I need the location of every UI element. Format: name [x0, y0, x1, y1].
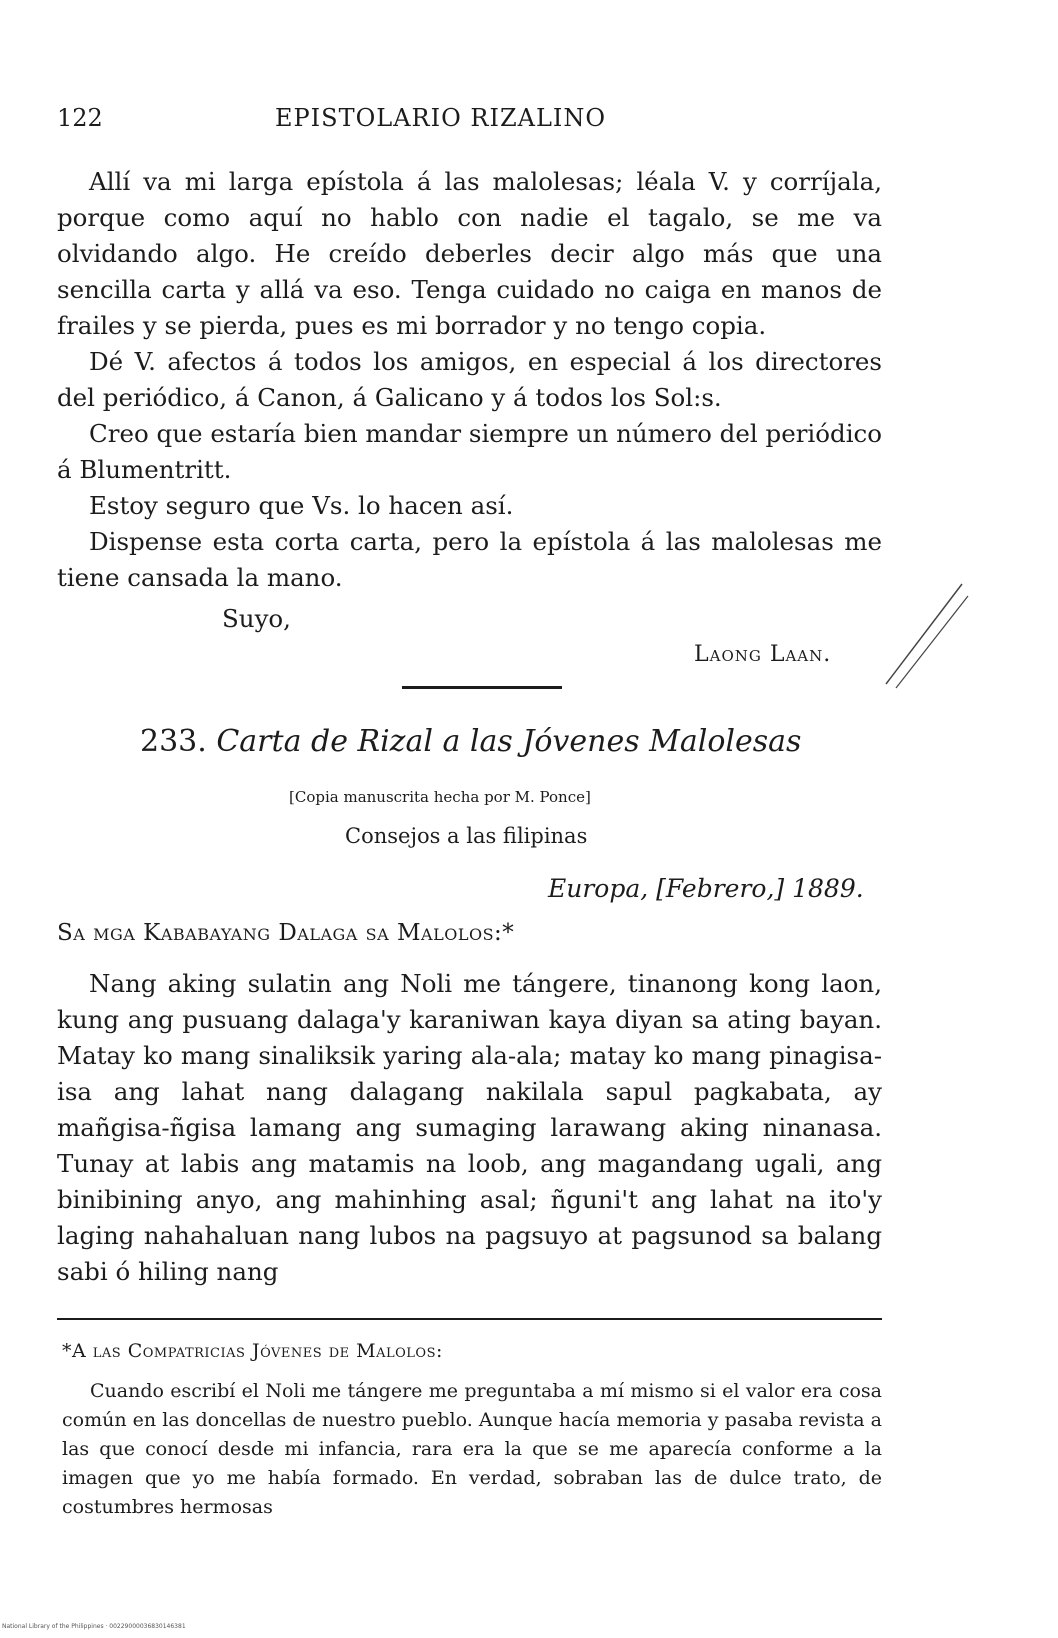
page-number: 122 [57, 104, 103, 132]
source-note: [Copia manuscrita hecha por M. Ponce] [289, 788, 591, 806]
letter-233-body [57, 964, 882, 1290]
letter-title-text: Carta de Rizal a las Jóvenes Malolesas [216, 724, 802, 759]
letter-subtitle: Consejos a las filipinas [345, 824, 588, 848]
paragraph: Creo que estaría bien mandar siempre un número del periódico á Blumentritt. [57, 419, 882, 484]
paragraph: Allí va mi larga epístola á las malolesas; léala V. y corríjala, porque como aquí no hablo con nadie el tagalo, se me va olvidando algo. He creído deberles decir algo más que una sencilla carta y allá va eso. Tenga cuidado no caiga en manos de frailes y se pierda, pues es mi borrador y no tengo copia. [57, 167, 882, 340]
scan-credit: National Library of the Philippines · 00229000036830146381 [2, 1623, 186, 1630]
dateline [548, 874, 864, 903]
footnote [62, 1377, 882, 1522]
paragraph: Estoy seguro que Vs. lo hacen así. [89, 491, 514, 520]
pen-mark [880, 582, 970, 692]
letter-232-body [57, 164, 882, 596]
date-year: 1889. [792, 874, 864, 903]
letter-number: 233. [140, 724, 207, 759]
page-header [57, 104, 877, 136]
date-place: Europa, [548, 874, 649, 903]
paragraph: Dé V. afectos á todos los amigos, en especial á los directores del periódico, á Canon, á Galicano y á todos los Sol:s. [57, 347, 882, 412]
salutation: Sa mga Kababayang Dalaga sa Malolos:* [57, 920, 515, 946]
running-title: EPISTOLARIO RIZALINO [275, 104, 607, 132]
paragraph: Nang aking sulatin ang Noli me tángere, tinanong kong laon, kung ang pusuang dalaga'y karaniwan kaya diyan sa ating bayan. Matay ko mang sinaliksik yaring ala-ala; matay ko mang pinagisa-isa ang lahat nang dalagang nakilala sapul pagkabata, ay mañgisa-ñgisa lamang ang sumaging larawang aking ninanasa. Tunay at labis ang matamis na loob, ang magandang ugali, ang binibining anyo, ang mahinhing asal; ñguni't ang lahat na ito'y laging nahahaluan nang lubos na pagsuyo at pagsunod sa balang sabi ó hiling nang [57, 969, 882, 1286]
paragraph: Dispense esta corta carta, pero la epístola á las malolesas me tiene cansada la mano. [57, 527, 882, 592]
signature: Laong Laan. [694, 642, 832, 667]
footnote-heading: *A las Compatricias Jóvenes de Malolos: [62, 1340, 443, 1362]
footnote-divider [57, 1318, 882, 1320]
section-divider [402, 686, 562, 689]
letter-title [140, 724, 801, 759]
letter-closing: Suyo, [222, 604, 291, 633]
date-month: [Febrero,] [656, 874, 785, 903]
footnote-text: Cuando escribí el Noli me tángere me preguntaba a mí mismo si el valor era cosa común en las doncellas de nuestro pueblo. Aunque hacía memoria y pasaba revista a las que conocí desde mi infancia, rara era la que se me aparecía conforme a la imagen que yo me había formado. En verdad, sobraban las de dulce trato, de costumbres hermosas [62, 1380, 882, 1518]
